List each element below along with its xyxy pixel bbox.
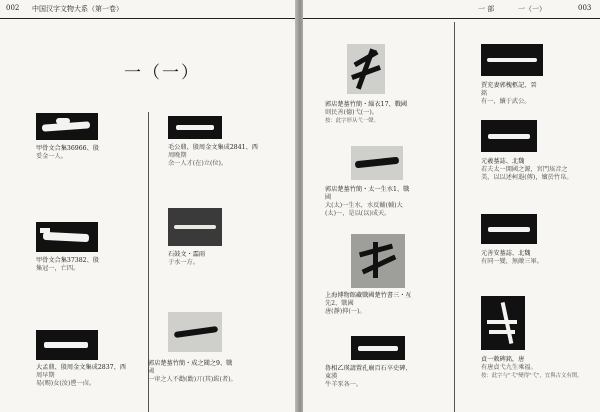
tomb-inscription-rubbing-image	[481, 214, 537, 244]
stele-rubbing-image	[481, 296, 525, 350]
oracle-bone-rubbing-image	[36, 113, 98, 140]
right-page	[303, 0, 600, 412]
entry-caption: 石鼓文・霝雨 于水一方。	[168, 251, 206, 266]
bamboo-slip-image	[351, 146, 403, 180]
bronze-inscription-rubbing-image	[36, 330, 98, 360]
stone-drum-rubbing-image	[168, 208, 222, 246]
entry-caption: 賈充妻郭槐柩記、晉 銘 有一，續于武公。	[481, 82, 537, 105]
left-running-header	[0, 0, 297, 19]
right-running-header	[303, 0, 600, 19]
right-page-number: 003	[578, 4, 592, 12]
entry-caption: 郭店楚墓竹簡・緇衣17、戰國 則民善(德)弋(一)。 按：此字形从弋一聲。	[325, 101, 408, 124]
oracle-bone-rubbing-image	[36, 222, 98, 252]
entry-caption: 郭店楚墓竹簡・太一生水1、戰 國 大(太)一生水，水反輔(輔)大 (太)一，是以(以)成天。	[325, 186, 410, 217]
entry-caption: 甲骨文合集37382、殷 集冠一，亡四。	[36, 257, 99, 272]
right-section-label: 一 部	[478, 5, 495, 13]
tomb-inscription-rubbing-image	[481, 44, 543, 76]
stele-rubbing-image	[351, 336, 405, 360]
entry-caption: 甲骨文合集36966、殷 妥金一人。	[36, 145, 99, 160]
tomb-inscription-rubbing-image	[481, 120, 537, 152]
column-divider	[454, 22, 455, 412]
entry-caption: 大孟鼎、殷周金文集成2837、西 周早期 易(赐)女(汝)鬯一卣。	[36, 364, 126, 387]
left-page	[0, 0, 297, 412]
bronze-inscription-rubbing-image	[168, 116, 222, 139]
main-title: 一（一）	[124, 63, 200, 83]
entry-caption: 上海博物館藏戰國楚竹書三・亙 先2、戰國 唐(靜)抑(一)。	[325, 292, 412, 315]
bamboo-slip-image	[351, 234, 405, 288]
entry-caption: 貞一敕碑銘，唐 有唐貞弋九生乘福。 按：此字与"弌"變得"弋"，宜與古文有関。	[481, 356, 583, 379]
left-page-number: 002	[6, 4, 20, 12]
entry-caption: 毛公鼎、殷周金文集成2841、西 周晚期 余一人才(在)立(位)。	[168, 144, 258, 167]
bamboo-slip-image	[168, 312, 222, 352]
entry-caption: 魯相乙瑛請置孔廟百石卒史碑、 東漢 牛羊豕各一。	[325, 365, 412, 388]
left-book-title: 中国汉字文物大系（第一卷）	[32, 5, 123, 13]
right-char-label: 一（一）	[518, 5, 546, 13]
entry-caption: 郭店楚墓竹簡・成之聞之9、戰 國 一审之人不勸(勸)丌(其)紱(者)。	[148, 360, 237, 383]
entry-caption: 元羲墓誌、北魏 若夫太一開國之源，宮門垓音之 美，以以述柯遐(傳)，嬪於竹帛。	[481, 158, 573, 181]
entry-caption: 元善安墓誌、北魏 有同一變，無敵三軍。	[481, 250, 543, 265]
bamboo-slip-image	[347, 44, 385, 94]
